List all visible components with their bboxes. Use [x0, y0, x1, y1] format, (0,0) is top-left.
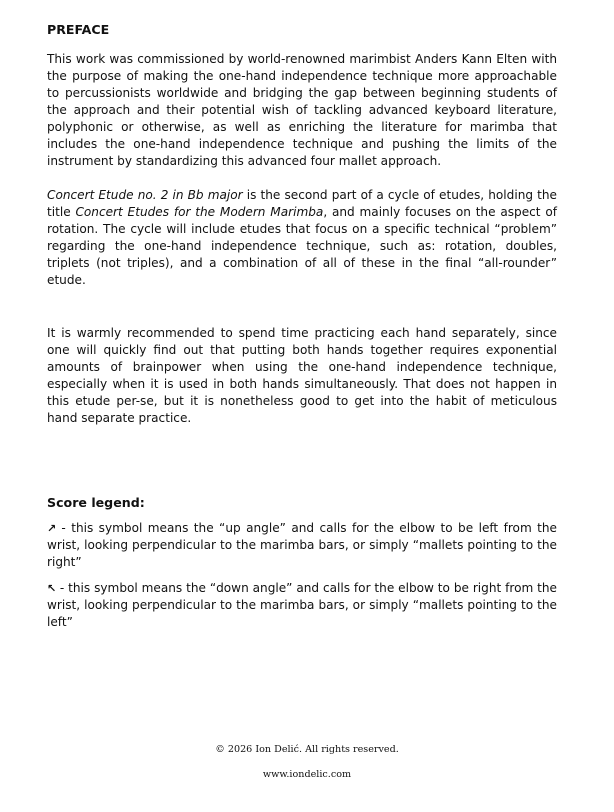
- up-angle-arrow-icon: ↗: [47, 522, 57, 535]
- preface-paragraph-1: This work was commissioned by world-renowned marimbist Anders Kann Elten with the purpose of making the one-hand independence technique more approachable to percussionists worldwide and bridging the gap between beginning students of the approach and their potential wish of tackling advanced keyboard literature, polyphonic or otherwise, as well as enriching the literature for marimba that includes the one-hand independence technique and pushing the limits of the instrument by standardizing this advanced four mallet approach.: [47, 52, 557, 168]
- preface-paragraph-2: [47, 187, 557, 289]
- paragraph-2-text-a: is the second part of a cycle of etudes, holding the title: [47, 188, 557, 219]
- preface-heading: PREFACE: [47, 22, 110, 37]
- website-link[interactable]: www.iondelic.com: [262, 769, 352, 780]
- paragraph-2-text-b: , and mainly focuses on the aspect of rotation. The cycle will include etudes that focus on a specific technical “problem” regarding the one-hand independence technique, such as: rotation, doubles, triplets (not triples), and a combination of all of these in the final “all-rounder” etude.: [47, 205, 558, 287]
- legend-item-up-angle: [47, 520, 557, 571]
- legend-item-text: - this symbol means the “down angle” and calls for the elbow to be right from the wrist, looking perpendicular to the marimba bars, or simply “mallets pointing to the left”: [47, 581, 557, 629]
- legend-item-down-angle: [47, 580, 557, 631]
- legend-item-text: - this symbol means the “up angle” and calls for the elbow to be left from the wrist, looking perpendicular to the marimba bars, or simply “mallets pointing to the right”: [47, 521, 557, 569]
- preface-paragraph-3: It is warmly recommended to spend time practicing each hand separately, since one will quickly find out that putting both hands together requires exponential amounts of brainpower when using the one-hand independence technique, especially when it is used in both hands simultaneously. That does not happen in this etude per-se, but it is nonetheless good to get into the habit of meticulous hand separate practice.: [47, 326, 557, 425]
- document-page: [47, 18, 557, 640]
- copyright-notice: © 2026 Ion Delić. All rights reserved.: [215, 744, 399, 755]
- cycle-title: Concert Etudes for the Modern Marimba: [75, 205, 324, 219]
- down-angle-arrow-icon: ↖: [47, 582, 57, 595]
- etude-title: Concert Etude no. 2 in Bb major: [47, 188, 243, 202]
- score-legend-heading: Score legend:: [47, 495, 145, 510]
